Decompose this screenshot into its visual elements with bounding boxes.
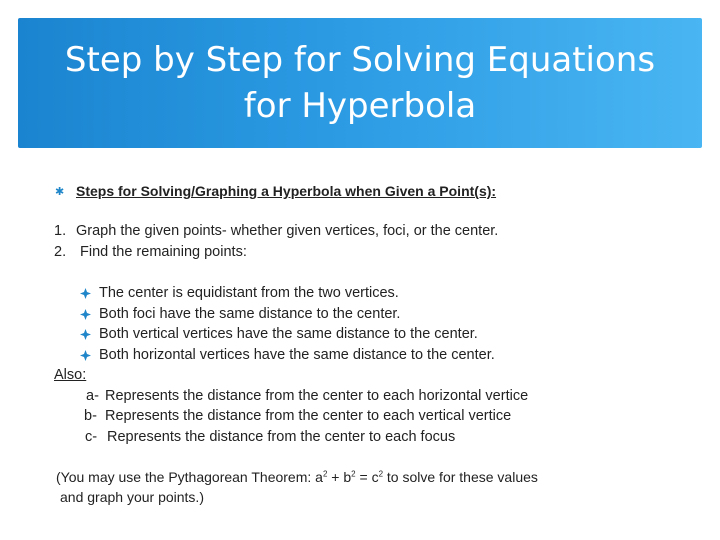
steps-heading: Steps for Solving/Graphing a Hyperbola when Given a Point(s): [76,183,497,199]
note-plus-b: + b [327,469,352,485]
step-2-text: Find the remaining points: [80,244,247,260]
also-b-letter: b- [84,408,97,424]
step-2-number: 2. [54,244,67,260]
also-a-text: Represents the distance from the center to each horizontal vertice [105,388,529,404]
list-item [80,283,399,303]
also-c-letter: c- [85,429,98,445]
exponent-a: 2 [322,469,328,479]
list-item [80,304,400,324]
note-line-2: and graph your points.) [60,489,204,505]
slide-title-line-2: for Hyperbola [243,86,477,126]
exponent-b: 2 [351,469,356,479]
slide-title-line-1: Step by Step for Solving Equations [64,40,656,80]
note-equals-c: = c [355,469,379,485]
diamond-bullet-icon [80,329,89,338]
also-c-text: Represents the distance from the center to each focus [107,429,456,445]
sub-bullet-1-text: The center is equidistant from the two vertices. [99,285,399,301]
also-b-text: Represents the distance from the center to each vertical vertice [105,408,512,424]
note-prefix: (You may use the Pythagorean Theorem: a [56,469,323,485]
list-item [80,345,495,365]
note-suffix: to solve for these values [383,469,538,485]
diamond-bullet-icon [80,350,89,359]
also-label: Also: [54,367,87,383]
diamond-bullet-icon [80,288,89,297]
diamond-bullet-icon [80,309,89,318]
sub-bullet-3-text: Both vertical vertices have the same distance to the center. [99,326,478,342]
exponent-c: 2 [378,469,384,479]
sub-bullet-4-text: Both horizontal vertices have the same distance to the center. [99,347,495,363]
step-1-text: Graph the given points- whether given vertices, foci, or the center. [76,223,499,239]
star-bullet-icon: ✱ [55,186,65,198]
pythagorean-note [56,467,538,487]
sub-bullet-2-text: Both foci have the same distance to the center. [99,306,401,322]
also-a-letter: a- [86,388,99,404]
step-1-number: 1. [54,223,67,239]
list-item [80,324,478,344]
